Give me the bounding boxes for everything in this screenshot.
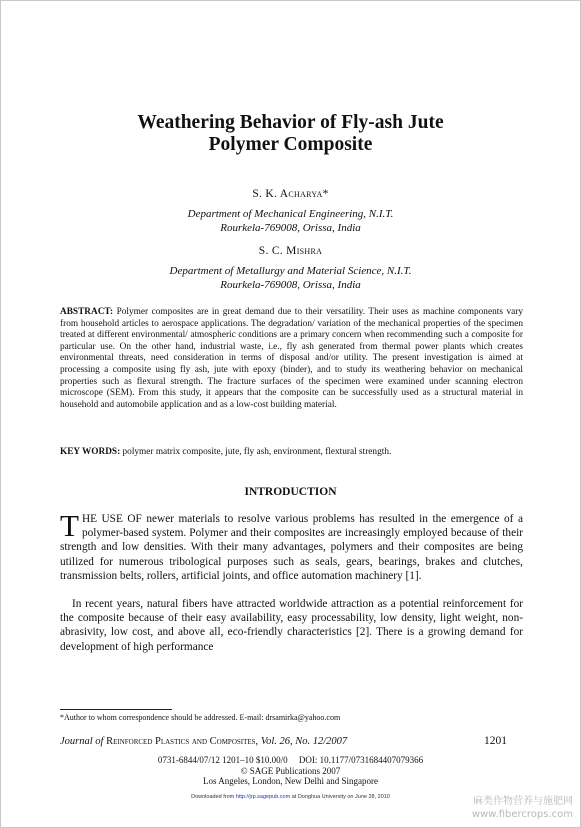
keywords xyxy=(60,447,523,457)
title-line-1: Weathering Behavior of Fly-ash Jute xyxy=(137,112,444,133)
journal-name: Reinforced Plastics and Composites, xyxy=(106,736,259,747)
author-1-affiliation xyxy=(0,207,581,235)
abstract-text: Polymer composites are in great demand due to their versatility. Their uses as machine components vary from household articles to aerospace applications. The degradation/ variation of the mechanical properties of the specimen treated at different environmental/ atmospheric conditions are a primary concern when recommending such a composite for particular use. On the other hand, industrial waste, i.e., fly ash generated from thermal power plants which creates environmental threats, need consideration in terms of disposal and/or utility. The present investigation is aimed at processing a composite using fly ash, jute with epoxy (binder), and to study its weathering behavior on mechanical properties such as flexural strength. The fracture surfaces of the specimen were examined under scanning electron microscope (SEM). From this study, it appears that the composite can be successfully used as a structural material in household and automobile application and as a low-cost building material. xyxy=(60,307,523,410)
footnote: *Author to whom correspondence should be addressed. E-mail: drsamirka@yahoo.com xyxy=(60,713,341,722)
page-number: 1201 xyxy=(484,735,507,747)
keywords-text: polymer matrix composite, jute, fly ash, environment, flextural strength. xyxy=(122,447,392,457)
watermark xyxy=(472,795,573,821)
author-2-name: S. C. Mishra xyxy=(258,245,323,257)
intro-lead-smallcaps: HE USE OF xyxy=(81,513,142,525)
author-2-affiliation xyxy=(0,264,581,292)
journal-volume: Vol. 26, No. 12/2007 xyxy=(260,736,348,747)
author-1-affiliation-line-2: Rourkela-769008, Orissa, India xyxy=(220,222,361,234)
publication-info-line-3: Los Angeles, London, New Delhi and Singapore xyxy=(203,776,378,786)
intro-paragraph-1-text: newer materials to resolve various problems has resulted in the emergence of a polymer-based system. Polymer and their composites are increasingly employed because of their strength and low densities. With their many advantages, polymers and their composites are being utilized for numerous tribological purposes such as seals, gears, bearings, brakes and clutches, transmission belts, rollers, artificial joints, and office automation machinery [1]. xyxy=(60,513,523,582)
watermark-line-2: www.fibercrops.com xyxy=(471,809,573,820)
intro-paragraph-2: In recent years, natural fibers have attracted worldwide attraction as a potential reinforcement for the composite because of their easy availability, easy processability, low density, light weight, non-abrasivity, low cost, and above all, eco-friendly characteristics [2]. There is a growing demand for development of high performance xyxy=(60,598,523,653)
publication-info-line-1: 0731-6844/07/12 1201–10 $10.00/0 DOI: 10.1177/0731684407079366 xyxy=(157,755,424,765)
abstract xyxy=(60,307,523,411)
author-1-name: S. K. Acharya* xyxy=(252,188,329,200)
drop-cap: T xyxy=(60,508,79,543)
author-1-affiliation-line-1: Department of Mechanical Engineering, N.I.T. xyxy=(187,208,394,220)
watermark-line-1: 麻类作物营养与施肥网 xyxy=(473,796,573,807)
download-prefix: Downloaded from xyxy=(191,794,235,800)
journal-prefix: Journal of xyxy=(60,736,104,747)
keywords-label: KEY WORDS: xyxy=(60,447,121,457)
download-url-link[interactable]: http://jrp.sagepub.com xyxy=(235,794,291,800)
publication-info-line-2: © SAGE Publications 2007 xyxy=(240,765,341,776)
journal-line xyxy=(60,736,347,747)
intro-paragraph-1 xyxy=(60,508,523,583)
section-heading-introduction: INTRODUCTION xyxy=(244,486,337,498)
author-2-affiliation-line-1: Department of Metallurgy and Material Science, N.I.T. xyxy=(169,265,412,277)
paper-title xyxy=(0,112,581,156)
title-line-2: Polymer Composite xyxy=(208,134,373,155)
publication-info xyxy=(0,755,581,787)
footnote-divider xyxy=(60,709,172,710)
download-suffix: at Donghua University on June 28, 2010 xyxy=(291,794,390,800)
abstract-label: ABSTRACT: xyxy=(60,307,114,317)
author-2-affiliation-line-2: Rourkela-769008, Orissa, India xyxy=(220,279,361,291)
